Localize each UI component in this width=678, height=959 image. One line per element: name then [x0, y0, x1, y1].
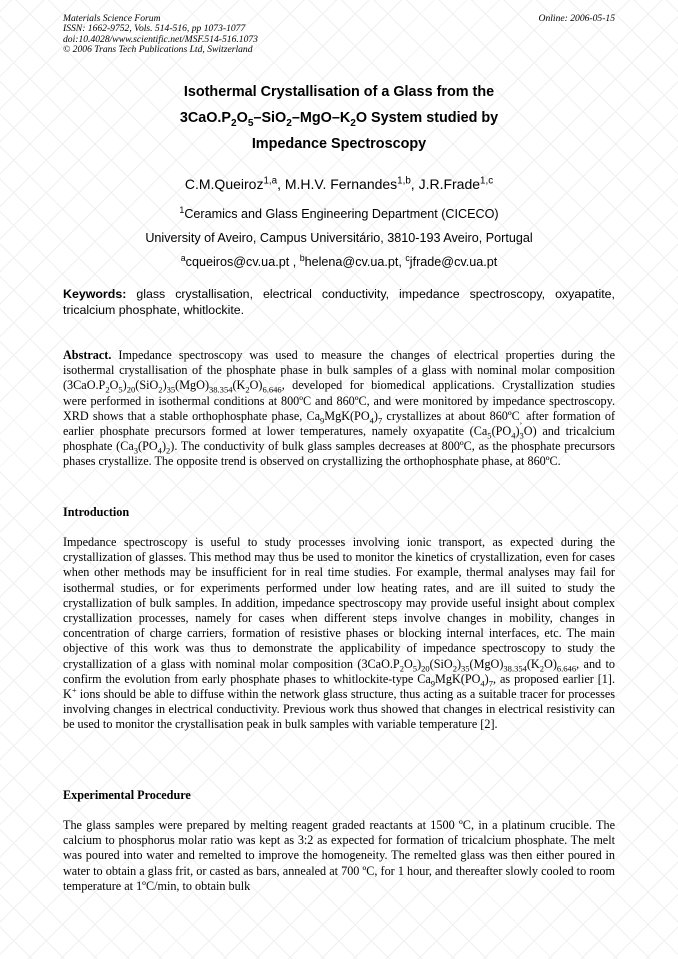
- keywords-text: glass crystallisation, electrical conductivity, impedance spectroscopy, oxyapatite, tricalcium phosphate, whitlockite.: [63, 287, 616, 317]
- doi-line: doi:10.4028/www.scientific.net/MSF.514-516.1073: [63, 33, 258, 45]
- keywords: [63, 286, 615, 318]
- title-line-1: Isothermal Crystallisation of a Glass from the: [183, 84, 495, 100]
- title-line-3: Impedance Spectroscopy: [251, 136, 427, 152]
- keywords-label: Keywords:: [63, 287, 127, 301]
- author-list: C.M.Queiroz$^{1,a}$, M.H.V. Fernandes$^{1,b}$, J.R.Frade$^{1,c}$: [184, 175, 494, 192]
- email-c[interactable]: jfrade@cv.ua.pt: [409, 255, 498, 269]
- email-a[interactable]: cqueiros@cv.ua.pt: [185, 255, 290, 269]
- university: University of Aveiro, Campus Universitário, 3810-193 Aveiro, Portugal: [145, 231, 533, 245]
- issn-line: ISSN: 1662-9752, Vols. 514-516, pp 1073-1077: [63, 23, 246, 35]
- department: $^1$Ceramics and Glass Engineering Department (CICECO): [179, 204, 499, 221]
- online-date: Online: 2006-05-15: [538, 13, 615, 24]
- emails: $^a$cqueiros@cv.ua.pt , $^b$helena@cv.ua.pt, $^c$jfrade@cv.ua.pt: [180, 252, 498, 269]
- affiliation-block: [63, 202, 615, 274]
- email-b[interactable]: helena@cv.ua.pt,: [304, 255, 402, 269]
- paper-title: [63, 79, 615, 157]
- abstract-label: Abstract.: [63, 348, 112, 362]
- copyright-line: © 2006 Trans Tech Publications Ltd, Switzerland: [63, 44, 253, 56]
- journal-header: [63, 14, 615, 56]
- introduction-heading: Introduction: [63, 505, 130, 519]
- title-line-2: $3CaO.P_2O_5-SiO_2-MgO-K_2O$ System studied by: [179, 110, 499, 129]
- experimental-text: The glass samples were prepared by melting reagent graded reactants at 1500 ºC, in a platinum crucible. The calcium to phosphorus molar ratio was kept as 3:2 as expected for formation of tricalcium phosphate. The melt was poured into water and remelted to improve the homogeneity. The remelted glass was then either poured in water to obtain a glass frit, or casted as bars, annealed at 700 ºC, for 1 hour, and thereafter slowly cooled to room temperature at 1ºC/min, to obtain bulk: [63, 818, 615, 893]
- journal-name: Materials Science Forum: [63, 13, 161, 24]
- introduction-text: Impedance spectroscopy is useful to study processes involving ionic transport, as expected during the crystallization of glasses. This method may thus be used to monitor the kinetics of crystallization, even for cases when other methods may be insufficient for in real time studies. For example, thermal analyses may fail for isothermal studies, or for experiments performed under low heating rates, and are ill suited to study the crystallization of bulk samples. In addition, impedance spectroscopy may provide useful insight about complex crystallization processes, namely for cases when different steps involve changes in mobility, changes in concentration of charge carriers, formation of resistive phases or blocking internal interfaces, etc. The main objective of this work was thus to demonstrate the applicability of impedance spectroscopy to study the crystallization of a glass with nominal molar composition $(3CaO.P_2O_5)_{20}(SiO_2)_{35}(MgO)_{38.354}(K_2O)_{6.646}$, and to confirm the evolution from early phosphate phases to whitlockite-type $Ca_9MgK(PO_4)_7$, as proposed earlier [1]. K+ ions should be able to diffuse within the network glass structure, thus acting as a suitable tracer for processes involving changes in electrical conductivity. Previous work thus showed that changes in electrical resistivity can be used to monitor the crystallisation peak in bulk samples with variable temperature [2].: [63, 535, 615, 732]
- experimental-heading: Experimental Procedure: [63, 788, 191, 802]
- abstract: Abstract. Impedance spectroscopy was used to measure the changes of electrical properties during the isothermal crystallisation of the phosphate phase in bulk samples of a glass with nominal molar composition $(3CaO.P_2O_5)_{20}(SiO_2)_{35}(MgO)_{38.354}(K_2O)_{6.646}$, developed for biomedical applications. Crystallization studies were performed in isothermal conditions at 800ºC and 860ºC, and were monitored by impedance spectroscopy. XRD shows that a stable orthophosphate phase, $Ca_9MgK(PO_4)_7$ crystallizes at about 860ºC$_,$ after formation of earlier phosphate precursors formed at lower temperatures, namely oxyapatite $(Ca_5(PO_4)_3O)$ and tricalcium phosphate $(Ca_3(PO_4)_2)$. The conductivity of bulk glass samples decreases at 800ºC, as the phosphate precursors phases crystallize. The opposite trend is observed on crystallizing the orthophosphate phase, at 860ºC.: [63, 348, 616, 469]
